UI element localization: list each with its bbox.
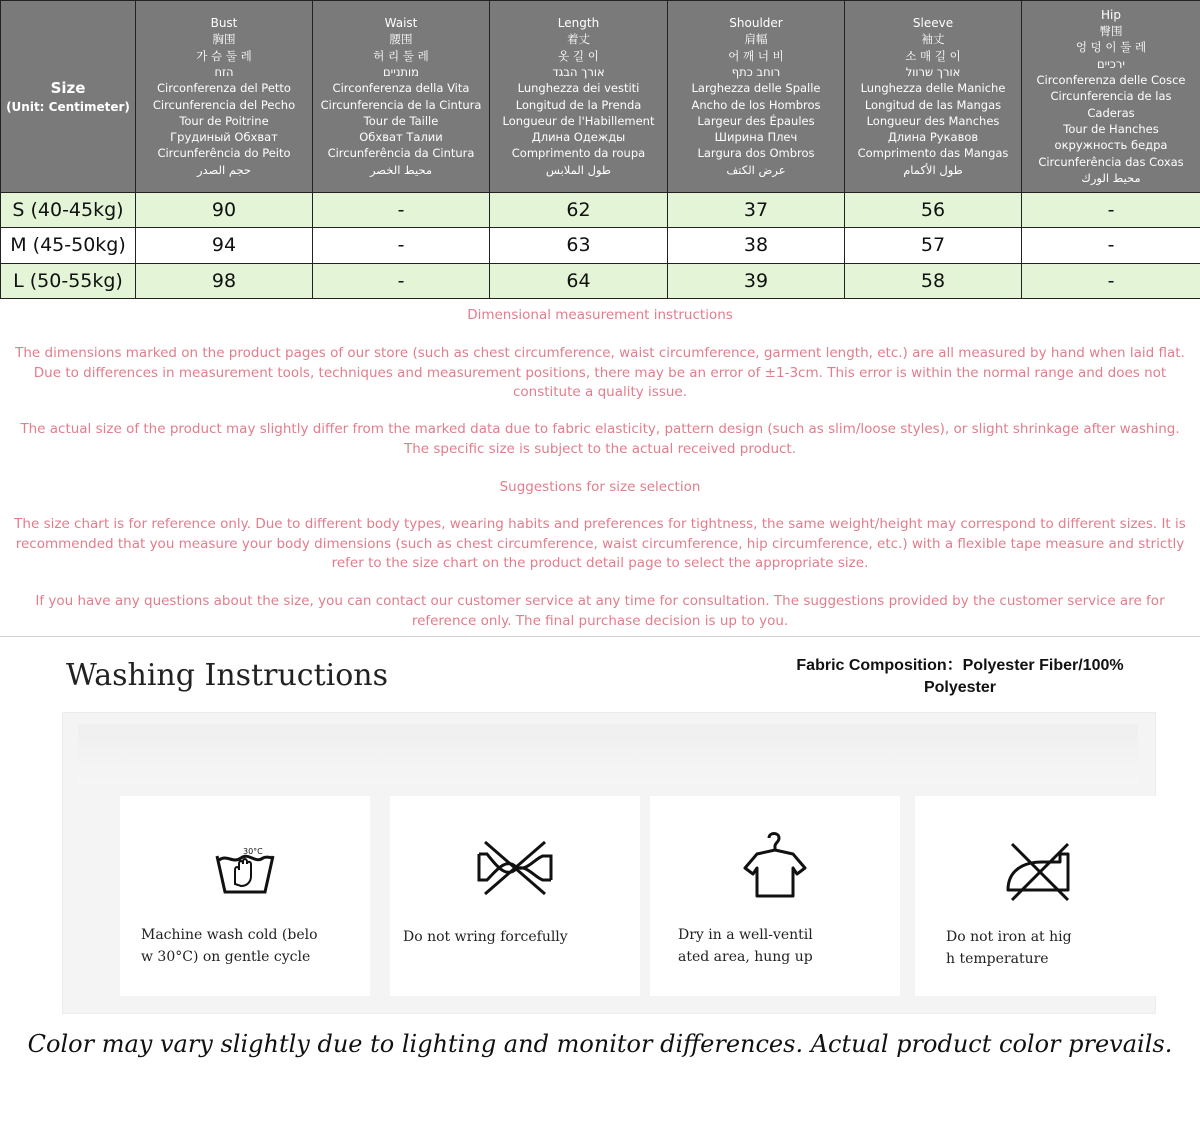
waist-column-header xyxy=(313,1,490,193)
column-translation: Circonferenza delle Cosce xyxy=(1036,73,1186,88)
column-translation: 胸围 xyxy=(212,32,236,47)
shoulder-cell: 39 xyxy=(668,263,845,298)
unit-label: (Unit: Centimeter) xyxy=(6,99,130,114)
washing-instructions-title: Washing Instructions xyxy=(66,658,389,693)
color-disclaimer: Color may vary slightly due to lighting and monitor differences. Actual product color prevails. xyxy=(27,1030,1173,1058)
size-selection-heading: Suggestions for size selection xyxy=(499,479,701,495)
length-cell: 62 xyxy=(490,193,668,228)
do-not-iron-icon xyxy=(1002,840,1078,904)
column-translation: Грудиный Обхват xyxy=(170,130,278,145)
column-translation: 옷 길 이 xyxy=(558,48,599,63)
column-translation: אורך הבגד xyxy=(552,64,605,79)
column-translation: Largeur des Épaules xyxy=(697,113,815,128)
measurement-instructions xyxy=(0,300,1200,637)
hip-column-header xyxy=(1022,1,1200,193)
shoulder-cell: 38 xyxy=(668,228,845,263)
hip-cell: - xyxy=(1022,263,1200,298)
column-translation: Lunghezza delle Maniche xyxy=(860,81,1006,96)
column-translation: Lunghezza dei vestiti xyxy=(517,81,640,96)
size-selection-paragraph: The size chart is for reference only. Due to different body types, wearing habits and preferences for tightness, the same weight/height may correspond to different sizes. It is recommended that you measure your body dimensions (such as chest circumference, waist circumference, hip circumference, etc.) with a flexible tape measure and strictly refer to the size chart on the product detail page to select the appropriate size. xyxy=(14,516,1186,571)
care-caption-line: Machine wash cold (belo xyxy=(141,927,318,943)
column-translation: 소 매 길 이 xyxy=(905,48,961,63)
column-translation: Comprimento da roupa xyxy=(511,146,646,161)
column-translation: طول الأكمام xyxy=(903,162,963,177)
do-not-wring-icon xyxy=(473,836,557,900)
table-row xyxy=(1,263,1200,298)
column-translation: محيط الخصر xyxy=(369,162,433,177)
bust-cell: 98 xyxy=(136,263,313,298)
hang-dry-icon xyxy=(739,828,811,900)
size-chart-table xyxy=(0,0,1200,299)
column-name: Bust xyxy=(210,16,238,31)
faded-background-row xyxy=(78,724,1138,784)
column-translation: Ancho de los Hombros xyxy=(691,97,821,112)
bust-cell: 90 xyxy=(136,193,313,228)
table-row xyxy=(1,193,1200,228)
column-translation: محيط الورك xyxy=(1081,170,1141,185)
machine-wash-icon xyxy=(213,836,277,900)
column-translation: אורך שרוול xyxy=(905,64,961,79)
hip-cell: - xyxy=(1022,193,1200,228)
fabric-composition-line: Fabric Composition：Polyester Fiber/100% xyxy=(796,657,1124,674)
column-translation: Circunferencia de la Cintura xyxy=(320,97,482,112)
care-caption-line: Do not iron at hig xyxy=(946,929,1072,945)
care-caption xyxy=(141,924,318,968)
column-translation: Longueur de l'Habillement xyxy=(502,113,655,128)
size-cell: L (50-55kg) xyxy=(1,263,136,298)
care-caption-line: h temperature xyxy=(946,951,1049,967)
column-translation: 臀围 xyxy=(1099,24,1123,39)
care-caption xyxy=(403,926,568,948)
size-header-label: Size xyxy=(50,78,86,97)
column-translation: Circunferência do Peito xyxy=(157,146,291,161)
customer-service-paragraph: If you have any questions about the size, you can contact our customer service at any time for consultation. The suggestions provided by the customer service are for reference only. The final purchase decision is up to you. xyxy=(35,593,1165,629)
column-translation: 袖丈 xyxy=(921,32,945,47)
care-caption-line: Dry in a well-ventil xyxy=(678,927,813,943)
length-cell: 63 xyxy=(490,228,668,263)
column-translation: Comprimento das Mangas xyxy=(857,146,1009,161)
column-translation: Circonferenza del Petto xyxy=(157,81,291,96)
care-card-do-not-wring xyxy=(390,796,640,996)
waist-cell: - xyxy=(313,228,490,263)
column-translation: Circunferência das Coxas xyxy=(1038,154,1184,169)
column-translation: Ширина Плеч xyxy=(714,130,798,145)
wash-temperature-label: 30°C xyxy=(243,847,263,856)
care-caption-line: w 30°C) on gentle cycle xyxy=(141,949,311,965)
column-name: Waist xyxy=(384,16,418,31)
bust-cell: 94 xyxy=(136,228,313,263)
column-translation: Longitud de la Prenda xyxy=(515,97,642,112)
measurement-note-paragraph: The dimensions marked on the product pages of our store (such as chest circumference, waist circumference, garment length, etc.) are all measured by hand when laid flat. Due to differences in measurement tools, techniques and measurement positions, there may be an error of ±1-3cm. This error is within the normal range and does not constitute a quality issue. xyxy=(15,345,1185,400)
column-translation: הזח xyxy=(214,64,234,79)
column-translation: Circunferência da Cintura xyxy=(327,146,475,161)
waist-cell: - xyxy=(313,263,490,298)
size-cell: S (40-45kg) xyxy=(1,193,136,228)
column-name: Shoulder xyxy=(729,16,783,31)
column-translation: Circunferencia del Pecho xyxy=(152,97,296,112)
column-translation: Tour de Hanches xyxy=(1063,121,1159,136)
column-translation: حجم الصدر xyxy=(196,162,252,177)
care-caption-line: Do not wring forcefully xyxy=(403,929,568,945)
column-translation: عرض الكتف xyxy=(726,162,786,177)
column-name: Sleeve xyxy=(912,16,954,31)
sleeve-column-header xyxy=(845,1,1022,193)
length-cell: 64 xyxy=(490,263,668,298)
sleeve-cell: 58 xyxy=(845,263,1022,298)
column-translation: 着丈 xyxy=(567,32,590,47)
column-name: Hip xyxy=(1101,7,1121,22)
size-cell: M (45-50kg) xyxy=(1,228,136,263)
column-translation: 엉 덩 이 둘 레 xyxy=(1075,40,1147,55)
bust-column-header xyxy=(136,1,313,193)
size-column-header xyxy=(1,1,136,193)
column-translation: Circonferenza della Vita xyxy=(332,81,470,96)
column-translation: окружность бедра xyxy=(1054,138,1168,153)
column-translation: Circunferencia de las xyxy=(1050,89,1172,104)
column-translation: 허 리 둘 레 xyxy=(373,48,429,63)
column-translation: רוחב כתף xyxy=(731,64,781,79)
fabric-composition-line: Polyester xyxy=(923,679,997,696)
table-row xyxy=(1,228,1200,263)
column-translation: 가 슴 둘 레 xyxy=(196,48,252,63)
column-translation: 肩幅 xyxy=(744,32,768,47)
shoulder-column-header xyxy=(668,1,845,193)
care-caption xyxy=(946,926,1072,970)
care-caption-line: ated area, hung up xyxy=(678,949,813,965)
column-translation: طول الملابس xyxy=(545,162,612,177)
shoulder-cell: 37 xyxy=(668,193,845,228)
column-translation: Caderas xyxy=(1087,105,1135,120)
column-translation: Larghezza delle Spalle xyxy=(691,81,821,96)
column-translation: Длина Рукавов xyxy=(887,130,979,145)
hip-cell: - xyxy=(1022,228,1200,263)
care-caption xyxy=(678,924,813,968)
sleeve-cell: 56 xyxy=(845,193,1022,228)
column-translation: Обхват Талии xyxy=(359,130,443,145)
column-translation: מותניים xyxy=(383,64,419,79)
column-translation: Longueur des Manches xyxy=(866,113,1000,128)
measurement-instructions-heading: Dimensional measurement instructions xyxy=(467,307,733,323)
length-column-header xyxy=(490,1,668,193)
column-translation: 어 깨 너 비 xyxy=(728,48,784,63)
column-translation: 腰围 xyxy=(389,32,413,47)
column-translation: Tour de Poitrine xyxy=(179,113,269,128)
column-translation: ירכיים xyxy=(1097,56,1125,71)
column-translation: Длина Одежды xyxy=(531,130,626,145)
fabric-composition xyxy=(780,655,1140,699)
column-translation: Longitud de las Mangas xyxy=(864,97,1002,112)
column-name: Length xyxy=(557,16,600,31)
column-translation: Tour de Taille xyxy=(363,113,439,128)
size-difference-paragraph: The actual size of the product may slightly differ from the marked data due to fabric elasticity, pattern design (such as slim/loose styles), or slight shrinkage after washing. The specific size is subject to the actual received product. xyxy=(20,421,1180,457)
waist-cell: - xyxy=(313,193,490,228)
sleeve-cell: 57 xyxy=(845,228,1022,263)
column-translation: Largura dos Ombros xyxy=(697,146,815,161)
size-chart-header-row xyxy=(1,1,1200,193)
